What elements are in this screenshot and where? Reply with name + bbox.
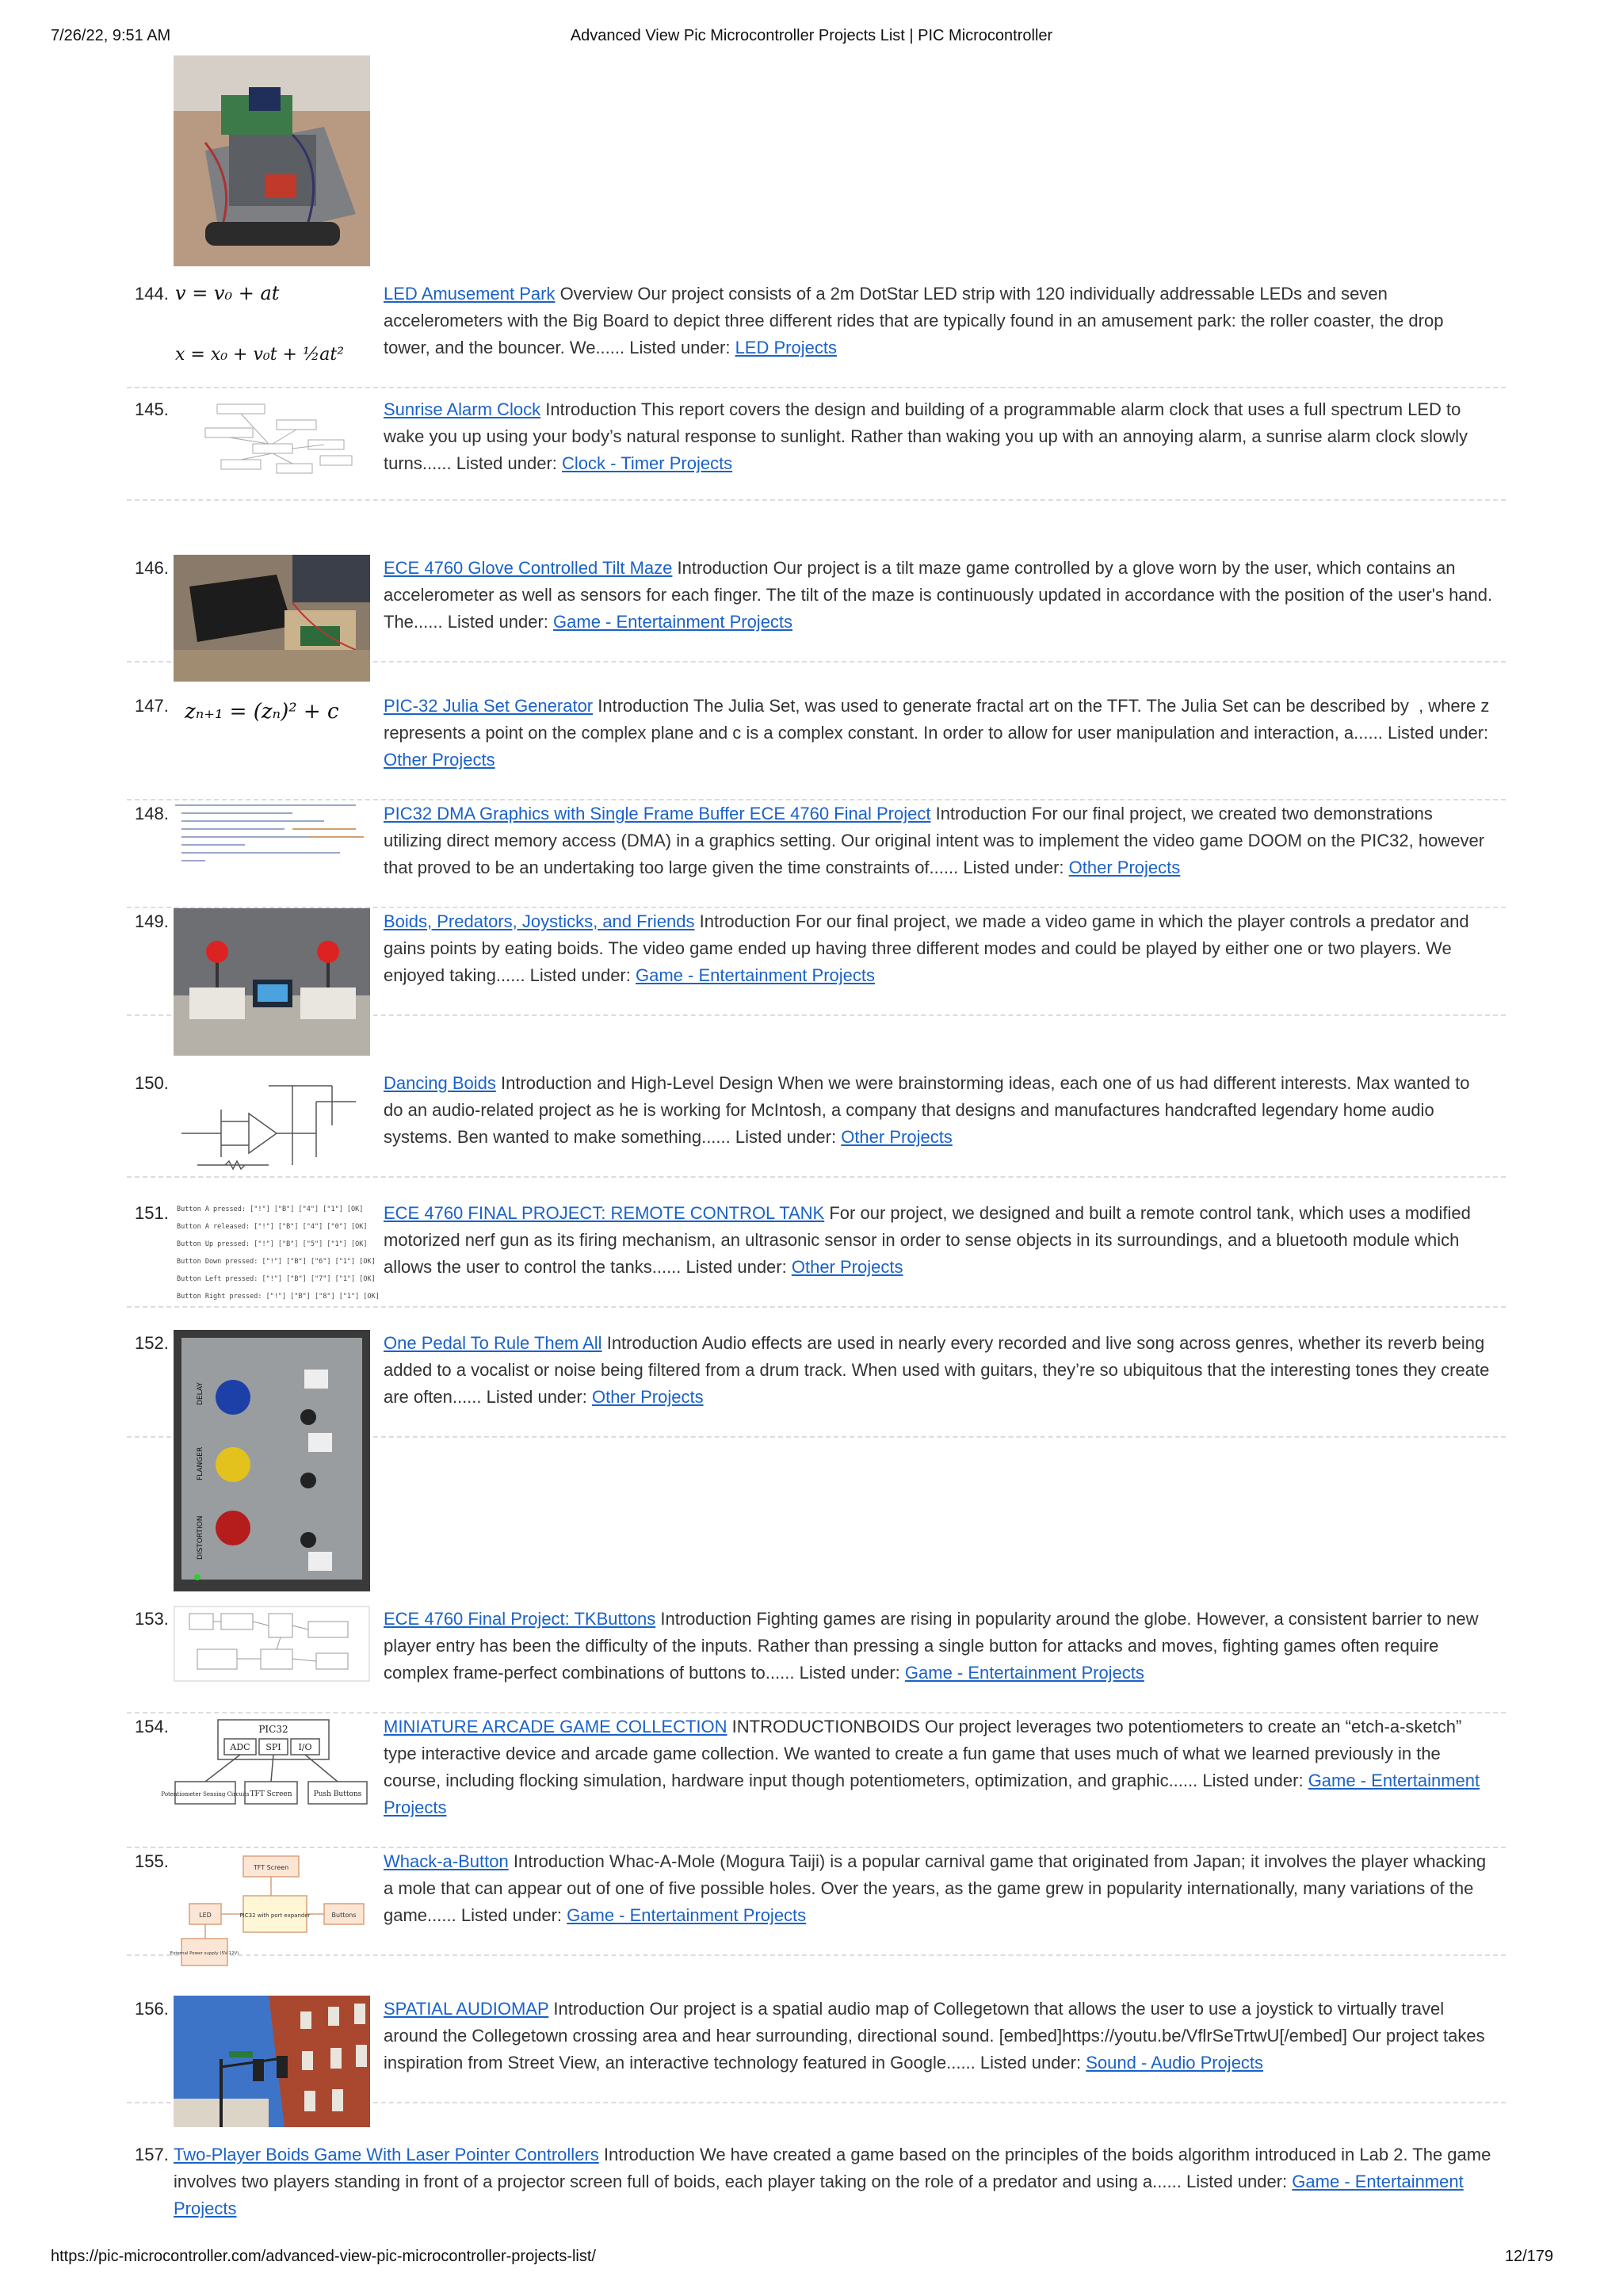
list-item [127, 1606, 1506, 1713]
list-item [127, 396, 1506, 501]
list-item [127, 1848, 1506, 1956]
diagram-label: Buttons [331, 1912, 357, 1919]
listed-under-label: Listed under: [460, 1905, 563, 1925]
log-line: Button Right pressed: ["!"] ["B"] ["8"] ["1"] [OK] [177, 1293, 380, 1301]
category-link[interactable]: Other Projects [591, 1387, 704, 1407]
serial-log-image [174, 1200, 380, 1308]
project-description: Introduction For our final project, we created two demonstrations utilizing direct memory access (DMA) in a graphics setting. Our original intent was to implement the video game DOOM on the PIC32, however that proved to be an undertaking too large given the time constraints of...... [384, 804, 1485, 877]
log-line: Button A released: ["!"] ["B"] ["4"] ["0"] [OK] [177, 1223, 368, 1231]
code-snippet-image [174, 800, 370, 872]
tkbuttons-diagram-image [174, 1606, 370, 1682]
item-number: 147. [135, 696, 169, 716]
listed-under-label: Listed under: [685, 1257, 787, 1277]
page-title: Advanced View Pic Microcontroller Projects List | PIC Microcontroller [570, 27, 1053, 44]
project-description: Introduction Our project is a tilt maze game controlled by a glove worn by the user, which contains an accelerometer as well as sensors for each finger. The tilt of the maze is continuously updated in accordance with the position of the user's hand. The...... [384, 558, 1493, 632]
project-title-link[interactable]: ECE 4760 Final Project: TKButtons [384, 1609, 656, 1629]
category-link[interactable]: Game - Entertainment Projects [174, 2172, 1464, 2218]
category-link[interactable]: Game - Entertainment Projects [553, 612, 793, 632]
list-item [127, 693, 1506, 800]
diagram-label: External Power supply (5V-12V) [170, 1951, 239, 1956]
diagram-label: I/O [298, 1742, 312, 1752]
item-number: 146. [135, 558, 169, 578]
listed-under-label: Listed under: [1387, 723, 1489, 743]
print-datetime: 7/26/22, 9:51 AM [51, 27, 171, 44]
item-number: 156. [135, 1999, 169, 2019]
effects-pedal-photo [174, 1330, 370, 1591]
item-number: 157. [135, 2145, 169, 2164]
list-item [127, 555, 1506, 663]
item-number: 144. [135, 284, 169, 304]
diagram-label: TFT Screen [250, 1790, 292, 1798]
category-link[interactable]: Other Projects [1068, 858, 1181, 877]
diagram-label: SPI [265, 1742, 281, 1752]
project-description: Introduction The Julia Set, was used to generate fractal art on the TFT. The Julia Set can be described by , where z represents a point on the complex plane and c is a complex constant. In order to allow for user manipulation and interaction, a...... [384, 696, 1490, 743]
list-item [127, 1070, 1506, 1178]
log-line: Button A pressed: ["!"] ["B"] ["4"] ["1"] [OK] [177, 1205, 364, 1213]
item-number: 151. [135, 1203, 169, 1223]
category-link[interactable]: Game - Entertainment Projects [384, 1771, 1480, 1817]
collegetown-street-photo [174, 1996, 370, 2127]
diagram-label: Push Buttons [313, 1790, 362, 1798]
equation-text: x = x₀ + v₀t + ½at² [175, 345, 345, 365]
project-description: Introduction Our project is a spatial audio map of Collegetown that allows the user to use a joystick to virtually travel around the Collegetown crossing area and hear surrounding, directional sound. [embed]https://youtu.be/VflrSeTrtwU[/embed] Our project takes inspiration from Street View, an interactive technology featured in Google...... [384, 1999, 1485, 2073]
category-link[interactable]: Game - Entertainment Projects [567, 1905, 807, 1925]
category-link[interactable]: Other Projects [791, 1257, 903, 1277]
robot-car-image [174, 55, 370, 266]
project-title-link[interactable]: One Pedal To Rule Them All [384, 1333, 602, 1353]
project-title-link[interactable]: ECE 4760 Glove Controlled Tilt Maze [384, 558, 673, 578]
julia-set-equation-image [174, 693, 370, 732]
listed-under-label: Listed under: [1186, 2172, 1288, 2191]
project-title-link[interactable]: ECE 4760 FINAL PROJECT: REMOTE CONTROL TANK [384, 1203, 825, 1223]
project-description: Introduction Whac-A-Mole (Mogura Taiji) is a popular carnival game that originated from Japan; it involves the player whacking a mole that can appear out of one of five possible holes. Over the years, as the game grew in popularity internationally, many variations of the game...... [384, 1851, 1487, 1925]
list-item [127, 281, 1506, 388]
project-description: Introduction and High-Level Design When we were brainstorming ideas, each one of us had different interests. Max wanted to do an audio-related project as he is working for McIntosh, a company that designs and manufactures handcrafted legendary home audio systems. Ben wanted to make something...... [384, 1073, 1470, 1147]
project-title-link[interactable]: Whack-a-Button [384, 1851, 509, 1871]
log-line: Button Left pressed: ["!"] ["B"] ["7"] ["1"] [OK] [177, 1275, 376, 1283]
category-link[interactable]: Clock - Timer Projects [562, 453, 733, 473]
log-line: Button Down pressed: ["!"] ["B"] ["6"] ["1"] [OK] [177, 1258, 376, 1266]
project-title-link[interactable]: PIC32 DMA Graphics with Single Frame Buffer ECE 4760 Final Project [384, 804, 931, 823]
item-number: 149. [135, 911, 169, 931]
item-number: 152. [135, 1333, 169, 1353]
item-number: 150. [135, 1073, 169, 1093]
category-link[interactable]: Game - Entertainment Projects [636, 965, 876, 985]
item-number: 148. [135, 804, 169, 823]
item-number: 145. [135, 399, 169, 419]
pedal-label: DISTORTION [197, 1515, 204, 1560]
equation-text: zₙ₊₁ = (zₙ)² + c [185, 700, 339, 724]
project-title-link[interactable]: LED Amusement Park [384, 284, 556, 304]
diagram-label: PIC32 [258, 1724, 288, 1735]
category-link[interactable]: Sound - Audio Projects [1086, 2053, 1264, 2073]
listed-under-label: Listed under: [629, 338, 731, 357]
list-item [127, 800, 1506, 908]
diagram-label: Potentiometer Sensing Circuits [161, 1791, 250, 1797]
project-title-link[interactable]: Sunrise Alarm Clock [384, 399, 541, 419]
block-diagram-image [174, 396, 370, 483]
listed-under-label: Listed under: [486, 1387, 587, 1407]
project-description: For our project, we designed and built a remote control tank, which uses a modified motorized nerf gun as its firing mechanism, an ultrasonic sensor in order to sense objects in its surroundings, and a bluetooth module which allows the user to control the tanks...... [384, 1203, 1471, 1277]
listed-under-label: Listed under: [529, 965, 631, 985]
project-description: Introduction We have created a game based on the principles of the boids algorithm introduced in Lab 2. The game involves two players standing in front of a projector screen full of boids, each player taking on the role of a predator and using a...... [174, 2145, 1491, 2191]
arcade-block-diagram [161, 1713, 370, 1807]
joysticks-photo [174, 908, 370, 1056]
listed-under-label: Listed under: [447, 612, 548, 632]
project-description: Introduction For our final project, we made a video game in which the player controls a predator and gains points by eating boids. The video game ended up having three different modes and could be played by either one or two players. We enjoyed taking...... [384, 911, 1469, 985]
project-title-link[interactable]: Boids, Predators, Joysticks, and Friends [384, 911, 695, 931]
project-description: INTRODUCTIONBOIDS Our project leverages two potentiometers to create an “etch-a-sketch” type interactive device and arcade game collection. We wanted to create a fun game that uses much of what we learned previously in the course, including flocking simulation, hardware input though potentiometers, optimization, and graphic...... [384, 1717, 1462, 1790]
project-description: Overview Our project consists of a 2m DotStar LED strip with 120 individually addressable LEDs and seven accelerometers with the Big Board to depict three different rides that are typically found in an amusement park: the roller coaster, the drop tower, and the bouncer. We...... [384, 284, 1444, 357]
list-item [127, 1713, 1506, 1848]
pedal-label: DELAY [197, 1382, 204, 1405]
project-title-link[interactable]: MINIATURE ARCADE GAME COLLECTION [384, 1717, 727, 1736]
project-title-link[interactable]: SPATIAL AUDIOMAP [384, 1999, 549, 2019]
diagram-label: ADC [230, 1742, 250, 1752]
listed-under-label: Listed under: [799, 1663, 900, 1683]
tilt-maze-photo [174, 555, 370, 682]
item-number: 153. [135, 1609, 169, 1629]
project-description: Introduction Fighting games are rising in popularity around the globe. However, a consistent barrier to new player entry has been the difficulty of the inputs. Rather than pressing a single button for attacks and moves, fighting games often require complex frame-perfect combinations of buttons to...... [384, 1609, 1479, 1683]
list-item [127, 908, 1506, 1016]
listed-under-label: Listed under: [980, 2053, 1082, 2073]
project-description: Introduction Audio effects are used in nearly every recorded and live song across genres, whether its reverb being added to a vocalist or noise being filtered from a drum track. When used with guitars, they’re so ubiquitous that the interesting tones they create are often...... [384, 1333, 1490, 1407]
kinematics-equations-image [174, 281, 370, 388]
category-link[interactable]: Other Projects [384, 750, 495, 770]
project-title-link[interactable]: Two-Player Boids Game With Laser Pointer Controllers [174, 2145, 599, 2164]
list-item [127, 1200, 1506, 1308]
project-title-link[interactable]: Dancing Boids [384, 1073, 496, 1093]
project-title-link[interactable]: PIC-32 Julia Set Generator [384, 696, 594, 716]
category-link[interactable]: LED Projects [735, 338, 837, 357]
list-item [127, 2141, 1506, 2229]
category-link[interactable]: Other Projects [841, 1127, 953, 1147]
listed-under-label: Listed under: [963, 858, 1064, 877]
listed-under-label: Listed under: [1202, 1771, 1304, 1790]
page-url: https://pic-microcontroller.com/advanced-view-pic-microcontroller-projects-list/ [51, 2248, 596, 2265]
list-item [127, 1330, 1506, 1560]
circuit-schematic-image [174, 1070, 370, 1181]
whack-a-button-diagram [170, 1848, 370, 1969]
log-line: Button Up pressed: ["!"] ["B"] ["5"] ["1"] [OK] [177, 1240, 368, 1248]
equation-text: v = v₀ + at [175, 282, 280, 304]
pedal-label: FLANGER [197, 1446, 204, 1480]
listed-under-label: Listed under: [735, 1127, 837, 1147]
page-number: 12/179 [1504, 2248, 1553, 2265]
item-number: 154. [135, 1717, 169, 1736]
project-description: Introduction This report covers the design and building of a programmable alarm clock that uses a full spectrum LED to wake you up using your body’s natural response to sunlight. Rather than waking you up with an annoying alarm, a sunrise alarm clock slowly turns...... [384, 399, 1468, 473]
list-item [127, 1996, 1506, 2103]
category-link[interactable]: Game - Entertainment Projects [904, 1663, 1144, 1683]
diagram-label: PIC32 with port expander [239, 1912, 311, 1919]
item-number: 155. [135, 1851, 169, 1871]
diagram-label: LED [199, 1912, 212, 1919]
listed-under-label: Listed under: [456, 453, 557, 473]
diagram-label: TFT Screen [253, 1864, 289, 1871]
